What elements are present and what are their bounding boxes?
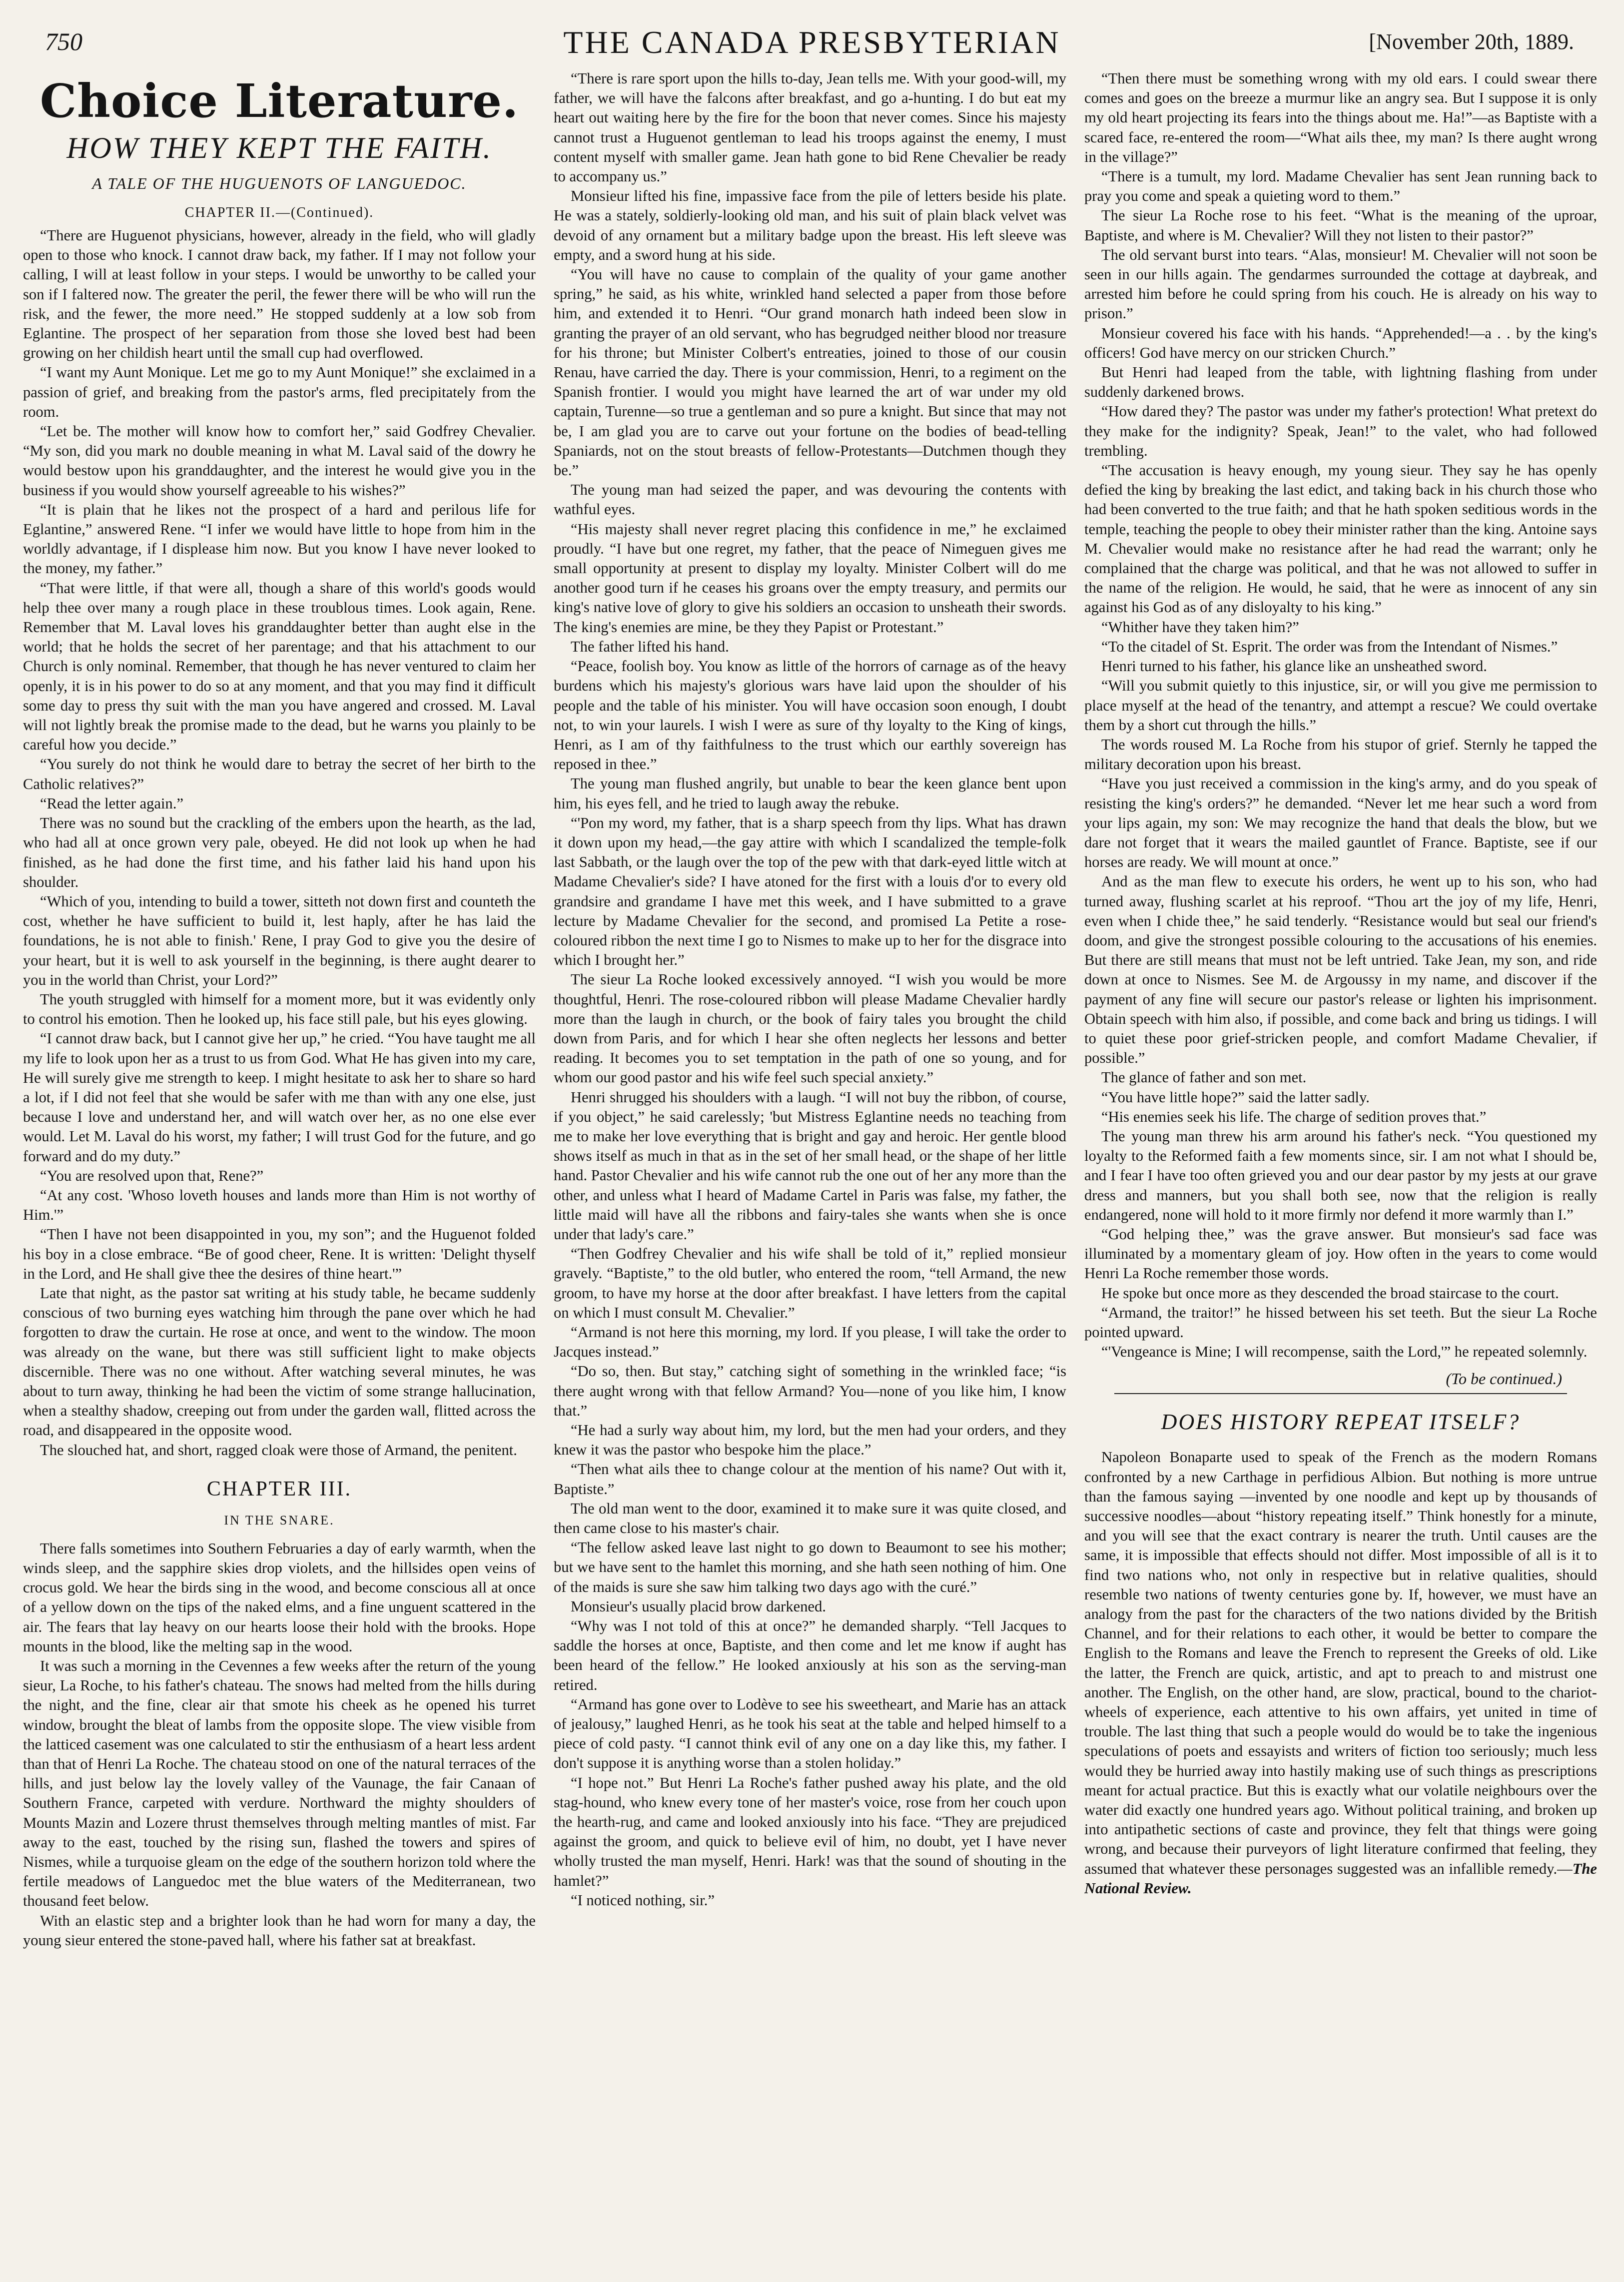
paragraph: Late that night, as the pastor sat writing at his study table, he became suddenly conscious of two burning eyes watching him through the pane over which he had forgotten to draw the curtain. He rose at once, and went to the window. The moon was already on the wane, but there was still sufficient light to make objects discernible. There was no one without. After watching several minutes, he was about to turn away, thinking he had been the victim of some strange hallucination, when a stealthy shadow, creeping out from under the garden wall, flitted across the road, and disappeared in the opposite wood. xyxy=(23,1284,536,1439)
paragraph: “'Pon my word, my father, that is a sharp speech from thy lips. What has drawn it down upon my head,—the gay attire with which I scandalized the temple-folk last Sabbath, or the laugh over the top of the pew with that dark-eyed little witch at Madame Chevalier's side? I have atoned for the first with a louis d'or to every old grandsire and grandame I have met this week, and I have submitted to a grave lecture by Madame Chevalier for the second, and promised La Petite a rose-coloured ribbon the next time I go to Nismes to make up to her for the disgrace into which I brought her.” xyxy=(554,814,1066,969)
paragraph: “To the citadel of St. Esprit. The order was from the Intendant of Nismes.” xyxy=(1101,638,1558,655)
chapter-3-subheading: IN THE SNARE. xyxy=(224,1513,335,1527)
paragraph: “Read the letter again.” xyxy=(40,794,184,812)
paragraph: “Armand has gone over to Lodève to see his sweetheart, and Marie has an attack of jealousy,” laughed Henri, as he took his seat at the table and helped himself to a piece of cold pasty. “I cannot think evil of any one on a day like this, my father. I don't suppose it is anything worse than a stolen holiday.” xyxy=(554,1695,1066,1772)
paragraph: “His enemies seek his life. The charge of sedition proves that.” xyxy=(1101,1108,1487,1125)
paragraph: “Armand, the traitor!” he hissed between his set teeth. But the sieur La Roche pointed upward. xyxy=(1084,1304,1597,1341)
chapter-continued: CHAPTER II.—(Continued). xyxy=(184,205,374,220)
paragraph: “His majesty shall never regret placing this confidence in me,” he exclaimed proudly. “I have but one regret, my father, that the peace of Nimeguen gives me small opportunity at present to display my loyalty. Minister Colbert will do me another good turn if he ceases his groans over the empty treasury, and permits our king's native love of glory to give his soldiers an occasion to unsheath their swords. The king's enemies are mine, be they they Papist or Protestant.” xyxy=(554,520,1066,636)
column-1-text xyxy=(23,226,536,1460)
paragraph: The young man threw his arm around his father's neck. “You questioned my loyalty to the Reformed faith a few moments since, sir. I am not what I should be, and I fear I have too often grieved you and our dear pastor by my jests at our grave dress and manners, but you shall both see, now that the religion is really endangered, none will hold to it more firmly nor defend it more warmly than I.” xyxy=(1084,1127,1597,1223)
paragraph: The young man had seized the paper, and was devouring the contents with wathful eyes. xyxy=(554,481,1066,518)
paragraph: “Let be. The mother will know how to comfort her,” said Godfrey Chevalier. “My son, did you mark no double meaning in what M. Laval said of the dowry he would bestow upon his granddaughter, and the interest he would give you in the business if you would show yourself agreeable to his wishes?” xyxy=(23,423,536,499)
paragraph: “At any cost. 'Whoso loveth houses and lands more than Him is not worthy of Him.'” xyxy=(23,1186,536,1224)
paragraph: “God helping thee,” was the grave answer. But monsieur's sad face was illuminated by a momentary gleam of joy. How often in the years to come would Henri La Roche remember those words. xyxy=(1084,1225,1597,1282)
paragraph: There falls sometimes into Southern Februaries a day of early warmth, when the winds sleep, and the sapphire skies drop violets, and the hillsides open veins of crocus gold. We hear the birds sing in the wood, and become conscious all at once of a yellow down on the tips of the naked elms, and a fine unguent scattered in the air. The fears that lay heavy on our hearts loose their hold with the brooks. Hope mounts in the blood, like the melting sap in the wood. xyxy=(23,1539,536,1655)
paragraph: “Then Godfrey Chevalier and his wife shall be told of it,” replied monsieur gravely. “Baptiste,” to the old butler, who entered the room, “tell Armand, the new groom, to have my horse at the door after breakfast. I have letters from the capital on which I must consult M. Chevalier.” xyxy=(554,1245,1066,1321)
paragraph: The slouched hat, and short, ragged cloak were those of Armand, the penitent. xyxy=(40,1441,517,1459)
paragraph: Monsieur lifted his fine, impassive face from the pile of letters beside his plate. He was a stately, soldierly-looking old man, and his suit of plain black velvet was devoid of any ornament but a military badge upon the breast. His left sleeve was empty, and a sword hung at his side. xyxy=(554,187,1066,263)
column-2 xyxy=(554,69,1066,2258)
paragraph: “How dared they? The pastor was under my father's protection! What pretext do they make for the indignity? Speak, Jean!” to the valet, who had followed trembling. xyxy=(1084,403,1597,459)
paragraph: “It is plain that he likes not the prospect of a hard and perilous life for Eglantine,” answered Rene. “I infer we would have little to hope from him in the worldly advantage, if I displease him now. But you know I have never looked to the money, my father.” xyxy=(23,501,536,577)
paragraph: “There is a tumult, my lord. Madame Chevalier has sent Jean running back to pray you come and speak a quieting word to them.” xyxy=(1084,168,1597,205)
columns xyxy=(23,69,1601,2258)
paragraph: “I noticed nothing, sir.” xyxy=(571,1891,715,1909)
paragraph: “Peace, foolish boy. You know as little of the horrors of carnage as of the heavy burdens which his majesty's glorious wars have laid upon the shoulder of his people and the table of his minister. You will have occasion soon enough, I doubt not, to win your laurels. I wish I were as sure of thy loyalty to the King of kings, Henri, as I am of thy faithfulness to the trust which our earthly sovereign has reposed in thee.” xyxy=(554,658,1066,773)
paragraph: “I cannot draw back, but I cannot give her up,” he cried. “You have taught me all my life to look upon her as a trust to us from God. What He has given into my care, He will surely give me strength to keep. I might hesitate to ask her to share so hard a lot, if I did not feel that she would be safer with me than with any one else, just because I love and understand her, and will watch over her, as no one else ever would. Let M. Laval do his worst, my father; I will trust God for the future, and go forward and do my duty.” xyxy=(23,1030,536,1165)
paragraph: “Then I have not been disappointed in you, my son”; and the Huguenot folded his boy in a close embrace. “Be of good cheer, Rene. It is written: 'Delight thyself in the Lord, and He shall give thee the desires of thine heart.'” xyxy=(23,1226,536,1282)
paragraph: The glance of father and son met. xyxy=(1101,1069,1307,1086)
paragraph: It was such a morning in the Cevennes a few weeks after the return of the young sieur, La Roche, to his father's chateau. The snows had melted from the hills during the night, and the fine, clear air that smote his cheek as he opened his turret window, brought the bleat of lambs from the opposite slope. The view visible from the latticed casement was one calculated to stir the enthusiasm of a heart less ardent than that of Henri La Roche. The chateau stood on one of the natural terraces of the hills, and just below lay the lovely valley of the Vaunage, the fair Canaan of Southern France, carpeted with verdure. Northward the mighty shoulders of Mounts Mazin and Lozere thrust themselves through melting mantles of mist. Far away to the east, touched by the rising sun, flashed the towers and spires of Nismes, while a turquoise gleam on the edge of the southern horizon told where the fertile meadows of Languedoc met the blue waters of the Mediterranean, two thousand feet below. xyxy=(23,1657,536,1910)
paragraph: “You have little hope?” said the latter sadly. xyxy=(1101,1088,1370,1106)
paragraph: The old servant burst into tears. “Alas, monsieur! M. Chevalier will not soon be seen in our hills again. The gendarmes surrounded the cottage at daybreak, and arrested him before he could spring from his couch. He is already on his way to prison.” xyxy=(1084,246,1597,322)
paragraph: Monsieur's usually placid brow darkened. xyxy=(571,1597,826,1615)
paragraph: “You surely do not think he would dare to betray the secret of her birth to the Catholic relatives?” xyxy=(23,756,536,792)
paragraph: “Will you submit quietly to this injustice, sir, or will you give me permission to place myself at the head of the tenantry, and attempt a rescue? We could overtake them by a short cut through the hills.” xyxy=(1084,677,1597,734)
paragraph: Henri shrugged his shoulders with a laugh. “I will not buy the ribbon, of course, if you object,” he said carelessly; 'but Mistress Eglantine needs no teaching from me to make her love everything that is bright and gay and heroic. Her gentle blood shows itself as much in that as in the set of her small head, or the shape of her little hand. Pastor Chevalier and his wife cannot rub the one out of her any more than the other, and unless what I heard of Madame Cartel in Paris was false, my father, the little maid will have all the ribbons and fairy-tales she wants when she is once under that lady's care.” xyxy=(554,1088,1066,1243)
article-title: DOES HISTORY REPEAT ITSELF? xyxy=(1161,1410,1521,1435)
paragraph: “Whither have they taken him?” xyxy=(1101,618,1299,636)
paragraph: He spoke but once more as they descended the broad staircase to the court. xyxy=(1101,1284,1559,1302)
paragraph: “The accusation is heavy enough, my young sieur. They say he has openly defied the king by breaking the last edict, and taking back in his church those who had been converted to the true faith; and that he hath spoken seditious words in the temple, teaching the people to obey their minister rather than the king. Antoine says M. Chevalier would make no resistance after he had read the warrant; only he complained that the charge was political, and that he was not allowed to suffer in the name of the religion. He would, he said, that he were as innocent of any sin against his God as of any disloyalty to his king.” xyxy=(1084,462,1597,616)
section-heading: Choice Literature. xyxy=(39,74,519,128)
article-source: The National Review. xyxy=(1084,1860,1597,1897)
paragraph: But Henri had leaped from the table, with lightning flashing from under suddenly darkened brows. xyxy=(1084,364,1597,401)
paragraph: “That were little, if that were all, though a share of this world's goods would help thee over many a rough place in these troublous times. Look again, Rene. Remember that M. Laval loves his granddaughter better than aught else in the world; that he holds the secret of her parentage; and that his attachment to our Church is only nominal. Remember, that though he has never ventured to claim her openly, it is in his power to do so at any moment, and that you may find it difficult some day to press thy suit with the man you have angered and crossed. M. Laval will not lightly break the promise made to the dead, but he warns you plainly to be careful how you decide.” xyxy=(23,579,536,754)
paragraph: “Which of you, intending to build a tower, sitteth not down first and counteth the cost, whether he have sufficient to build it, lest haply, after he has laid the foundations, he is not able to finish.' Rene, I pray God to give you the desire of your heart, but it is well to ask yourself in the beginning, is there aught dearer to you in the world than Christ, your Lord?” xyxy=(23,892,536,988)
article-text: Napoleon Bonaparte used to speak of the French as the modern Romans confronted by a new Carthage in perfidious Albion. But nothing is more untrue than the famous saying —invented by one noodle and kept up by thousands of successive noodles—about “history repeating itself.” Think honestly for a minute, and you will see that the exact contrary is nearer the truth. Until causes are the same, it is impossible that effects should not differ. Most impossible of all is it to find two nations who, not only in respective but in relative qualities, should resemble two nations of twenty centuries gone by. If, however, we must have an analogy from the past for the characters of the two nations divided by the British Channel, and for their relations to each other, it would be better to compare the English to the Romans and leave the French to represent the Greeks of old. Like the latter, the French are quick, artistic, and apt to preach to and mistrust one another. The English, on the other hand, are slow, practical, bound to the chariot-wheels of experience, each attentive to his own affairs, yet united in time of trouble. The last thing that such a people would do would be to take the ingenious speculations of poets and essayists and writers of fiction too seriously; much less would they be hurried away into hastily making use of such things as prescriptions meant for actual practice. But this is exactly what our volatile neighbours over the water did exactly one hundred years ago. Without political training, and broken up into antipathetic sections of caste and province, they felt that things were going wrong, and because their purveyors of light literature confirmed that feeling, they assumed that whatever these personages suggested was an infallible remedy.—The National Review. xyxy=(1084,1449,1597,1897)
paragraph: Monsieur covered his face with his hands. “Apprehended!—a . . by the king's officers! God have mercy on our stricken Church.” xyxy=(1084,324,1597,361)
chapter-3-heading: CHAPTER III. xyxy=(206,1477,352,1501)
paragraph: There was no sound but the crackling of the embers upon the hearth, as the lad, who had all at once grown very pale, obeyed. He did not look up when he had finished, as he had done the first time, and his father laid his hand upon his shoulder. xyxy=(23,814,536,890)
paragraph: The father lifted his hand. xyxy=(571,638,729,655)
column-3 xyxy=(1084,69,1597,2258)
paragraph: The words roused M. La Roche from his stupor of grief. Sternly he tapped the military decoration upon his breast. xyxy=(1084,736,1597,773)
divider xyxy=(1114,1393,1567,1394)
paragraph: “You are resolved upon that, Rene?” xyxy=(40,1167,264,1184)
paragraph: “I want my Aunt Monique. Let me go to my Aunt Monique!” she exclaimed in a passion of grief, and breaking from the pastor's arms, fled precipitately from the room. xyxy=(23,364,536,420)
paragraph: And as the man flew to execute his orders, he went up to his son, who had turned away, flushing scarlet at his reproof. “Thou art the joy of my life, Henri, even when I chide thee,” he said tenderly. “Resistance would but seal our friend's doom, and give the strongest possible colouring to the accusations of his enemies. But there are still means that must not be left untried. Take Jean, my son, and ride down at once to Nismes. See M. de Argoussy in my name, and discover if the payment of any fine will secure our pastor's release or lighten his imprisonment. Obtain speech with him also, if possible, and come back and bring us tidings. I will to quiet these poor grief-stricken people, and comfort Madame Chevalier, if possible.” xyxy=(1084,873,1597,1067)
story-title: HOW THEY KEPT THE FAITH. xyxy=(66,131,492,164)
page-header xyxy=(23,22,1601,66)
paragraph: “He had a surly way about him, my lord, but the men had your orders, and they knew it was the pastor who bespoke him the place.” xyxy=(554,1422,1066,1459)
paragraph: Henri turned to his father, his glance like an unsheathed sword. xyxy=(1101,658,1487,675)
paragraph: “I hope not.” But Henri La Roche's father pushed away his plate, and the old stag-hound, who knew every tone of her master's voice, rose from her couch upon the hearth-rug, and came and looked anxiously into his face. “They are prejudiced against the groom, and quick to believe evil of him, no doubt, yet I have never wholly trusted the man myself, Henri. Hark! was that the sound of shouting in the hamlet?” xyxy=(554,1774,1066,1889)
column-3-text xyxy=(1084,69,1597,1362)
column-2-text xyxy=(554,69,1066,1910)
paragraph: The old man went to the door, examined it to make sure it was quite closed, and then came close to his master's chair. xyxy=(554,1500,1066,1537)
paragraph: “Do so, then. But stay,” catching sight of something in the wrinkled face; “is there aught wrong with that fellow Armand? You—none of you like him, I know that.” xyxy=(554,1363,1066,1419)
paragraph: “There are Huguenot physicians, however, already in the field, who will gladly open to those who knock. I cannot draw back, my father. If I may not follow your calling, I will at least follow in your steps. I would be unworthy to be called your son if I faltered now. The greater the peril, the fewer there will be who will run the risk, and the fewer, the more need.” He stopped suddenly at a low sob from Eglantine. The prospect of her separation from those she loved best had been growing on her childish heart until the small cup had overflowed. xyxy=(23,227,536,362)
paragraph: “Then what ails thee to change colour at the mention of his name? Out with it, Baptiste.” xyxy=(554,1461,1066,1498)
paragraph: “There is rare sport upon the hills to-day, Jean tells me. With your good-will, my father, we will have the falcons after breakfast, and go a-hunting. I do but eat my heart out waiting here by the fire for the boon that never comes. Since his majesty cannot trust a Huguenot gentleman to lead his troops against the enemy, I must content myself with smaller game. Jean hath gone to bid Rene Chevalier be ready to accompany us.” xyxy=(554,70,1066,185)
paragraph: “Then there must be something wrong with my old ears. I could swear there comes and goes on the breeze a murmur like an angry sea. But I suppose it is only my old heart projecting its fears into the things about me. Ha!”—as Baptiste with a scared face, re-entered the room—“What ails thee, my man? Is there aught wrong in the village?” xyxy=(1084,70,1597,165)
paragraph: “'Vengeance is Mine; I will recompense, saith the Lord,'” he repeated solemnly. xyxy=(1101,1343,1588,1361)
paragraph: The sieur La Roche rose to his feet. “What is the meaning of the uproar, Baptiste, and where is M. Chevalier? Will they not listen to their pastor?” xyxy=(1084,207,1597,244)
to-be-continued: (To be continued.) xyxy=(1446,1370,1562,1388)
paragraph: “The fellow asked leave last night to go down to Beaumont to see his mother; but we have sent to the hamlet this morning, and she hath seen nothing of him. One of the maids is sure she saw him talking two days ago with the curé.” xyxy=(554,1539,1066,1595)
issue-date: [November 20th, 1889. xyxy=(1369,29,1574,54)
story-subtitle: A TALE OF THE HUGUENOTS OF LANGUEDOC. xyxy=(92,174,467,192)
paragraph: “Armand is not here this morning, my lord. If you please, I will take the order to Jacques instead.” xyxy=(554,1324,1066,1361)
paragraph: The youth struggled with himself for a moment more, but it was evidently only to control his emotion. Then he looked up, his face still pale, but his eyes glowing. xyxy=(23,990,536,1028)
masthead-title: THE CANADA PRESBYTERIAN xyxy=(563,24,1061,60)
chapter-3-text xyxy=(23,1539,536,1950)
paragraph: The young man flushed angrily, but unable to bear the keen glance bent upon him, his eyes fell, and he tried to laugh away the rebuke. xyxy=(554,775,1066,812)
column-1 xyxy=(23,69,536,2258)
paragraph: “Why was I not told of this at once?” he demanded sharply. “Tell Jacques to saddle the horses at once, Baptiste, and then come and let me know if aught has been heard of the fellow.” He looked anxiously at his son as the serving-man retired. xyxy=(554,1617,1066,1693)
paragraph: “Have you just received a commission in the king's army, and do you speak of resisting the king's orders?” he demanded. “Never let me hear such a word from your lips again, my son: We may recognize the hand that deals the blow, but we dare not forget that it wears the mailed gauntlet of France. Baptiste, see if our horses are ready. We will mount at once.” xyxy=(1084,775,1597,871)
paragraph: The sieur La Roche looked excessively annoyed. “I wish you would be more thoughtful, Henri. The rose-coloured ribbon will please Madame Chevalier hardly more than the laugh in church, or the book of fairy tales you brought the child down from Paris, and for which I hear she often neglects her lessons and better reading. It becomes you to set temptation in the path of one so young, and for whom our good pastor and his wife feel such special anxiety.” xyxy=(554,971,1066,1086)
page-number: 750 xyxy=(45,27,82,55)
paragraph: With an elastic step and a brighter look than he had worn for many a day, the young sieur entered the stone-paved hall, where his father sat at breakfast. xyxy=(23,1912,536,1949)
paragraph: “You will have no cause to complain of the quality of your game another spring,” he said, as his white, wrinkled hand selected a paper from those before him, and extended it to Henri. “Our grand monarch hath indeed been slow in granting the prayer of an old servant, who has begrudged neither blood nor treasure for his throne; but Minister Colbert's entreaties, joined to those of our cousin Renau, have carried the day. There is your commission, Henri, to a regiment on the Spanish frontier. I would you might have learned the art of war under my old captain, Turenne—so true a gentleman and so pure a knight. But since that may not be, I am glad you are to carve out your fortune on the bodies of bead-telling Spaniards, not on the stout breasts of fellow-Protestants—Dutchmen though they be.” xyxy=(554,266,1066,479)
